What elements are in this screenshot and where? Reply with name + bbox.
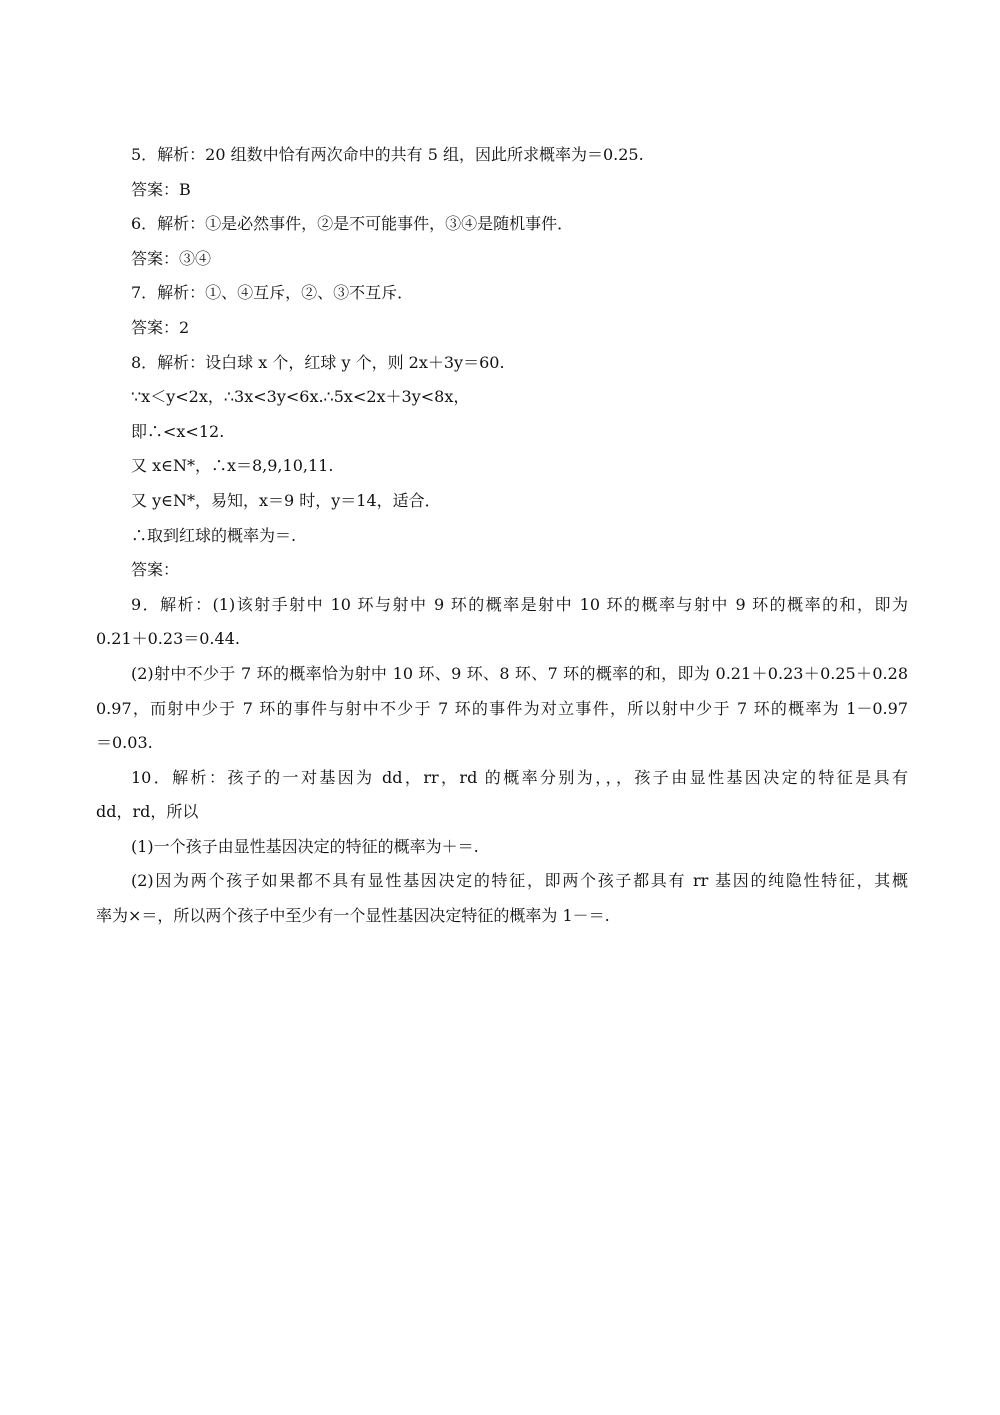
text-line: 又 x∈N*，∴x＝8,9,10,11. xyxy=(131,456,334,476)
text-line: 答案：2 xyxy=(131,317,190,337)
text-line: 5．解析：20 组数中恰有两次命中的共有 5 组，因此所求概率为＝0.25. xyxy=(131,145,644,164)
text-line: 10．解析：孩子的一对基因为 dd，rr，rd 的概率分别为，，，孩子由显性基因决定的特征是具有 xyxy=(131,767,908,787)
text-line: 0.97，而射中少于 7 环的事件与射中不少于 7 环的事件为对立事件，所以射中少于 7 环的概率为 1－0.97 xyxy=(96,698,908,718)
text-line: 即∴<x<12. xyxy=(131,421,225,441)
text-line: 答案：B xyxy=(131,179,191,199)
text-line: ＝0.03. xyxy=(96,733,153,753)
text-line: 7．解析：①、④互斥，②、③不互斥． xyxy=(131,283,414,303)
text-line: 8．解析：设白球 x 个，红球 y 个，则 2x＋3y＝60. xyxy=(131,352,505,372)
text-line: 又 y∈N*，易知，x＝9 时，y＝14，适合． xyxy=(131,490,441,510)
answer-text-block xyxy=(96,138,908,934)
text-line: ∵x＜y<2x，∴3x<3y<6x.∴5x<2x＋3y<8x， xyxy=(131,387,470,407)
text-line: 6．解析：①是必然事件，②是不可能事件，③④是随机事件． xyxy=(131,214,574,234)
text-line: 9．解析：(1)该射手射中 10 环与射中 9 环的概率是射中 10 环的概率与射中 9 环的概率的和，即为 xyxy=(131,594,908,614)
text-line: 0.21＋0.23＝0.44. xyxy=(96,629,240,649)
text-line: ∴取到红球的概率为＝. xyxy=(131,525,297,545)
text-line: 答案： xyxy=(131,560,180,580)
text-line: (2)因为两个孩子如果都不具有显性基因决定的特征，即两个孩子都具有 rr 基因的纯隐性特征，其概 xyxy=(131,871,908,891)
text-line: (1)一个孩子由显性基因决定的特征的概率为＋＝. xyxy=(131,836,479,856)
text-line: 率为×＝，所以两个孩子中至少有一个显性基因决定特征的概率为 1－＝. xyxy=(96,906,610,926)
text-line: 答案：③④ xyxy=(131,248,212,268)
text-line: dd，rd，所以 xyxy=(96,802,199,822)
text-line: (2)射中不少于 7 环的概率恰为射中 10 环、9 环、8 环、7 环的概率的和，即为 0.21＋0.23＋0.25＋0.28 xyxy=(131,663,908,683)
